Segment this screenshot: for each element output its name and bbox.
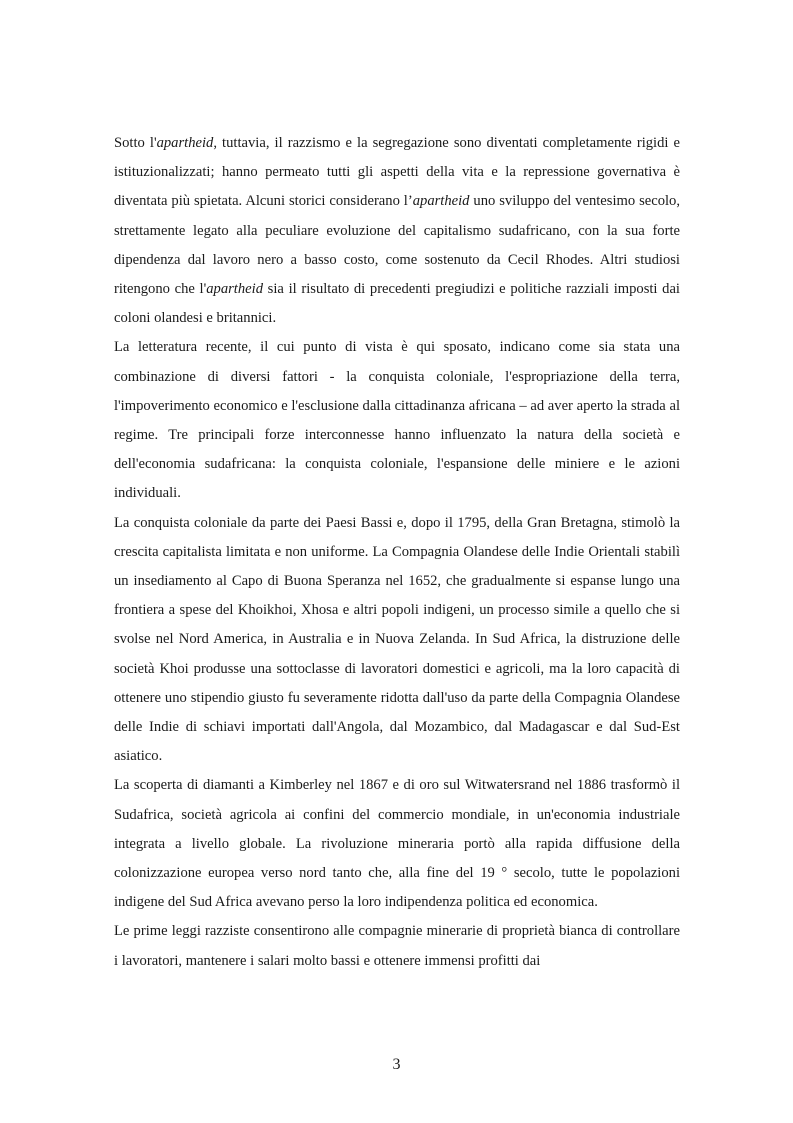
paragraph-2: La letteratura recente, il cui punto di vista è qui sposato, indicano come sia stata una combinazione di diversi fattori - la conquista coloniale, l'espropriazione della terra, l'impoverimento economico e l'esclusione dalla cittadinanza africana – ad aver aperto la strada al regime. Tre principali forze interconnesse hanno influenzato la natura della società e dell'economia sudafricana: la conquista coloniale, l'espansione delle miniere e le azioni individuali. xyxy=(114,339,680,502)
paragraph-1-italic-apartheid-b: apartheid xyxy=(412,193,470,210)
paragraph-1-text-b: , tuttavia, il razzismo e la segregazione sono diventati completamente rigidi e istituzionalizzati; hanno permeato tutti gli aspetti della vita e la repressione governativa è diventata più spietata. Alcuni storici considerano l’ xyxy=(114,135,681,210)
paragraph-1 xyxy=(114,129,680,333)
paragraph-4: La scoperta di diamanti a Kimberley nel 1867 e di oro sul Witwatersrand nel 1886 trasformò il Sudafrica, società agricola ai confini del commercio mondiale, in un'economia industriale integrata a livello globale. La rivoluzione mineraria portò alla rapida diffusione della colonizzazione europea verso nord tanto che, alla fine del 19 ° secolo, tutte le popolazioni indigene del Sud Africa avevano perso la loro indipendenza politica ed economica. xyxy=(114,777,680,911)
page-number: 3 xyxy=(392,1056,401,1073)
paragraph-1-text-c: uno sviluppo del ventesimo secolo, strettamente legato alla peculiare evoluzione del capitalismo sudafricano, con la sua forte dipendenza dal lavoro nero a basso costo, come sostenuto da Cecil Rhodes. Altri studiosi ritengono che l' xyxy=(114,193,681,298)
paragraph-1-italic-apartheid-c: apartheid xyxy=(206,281,263,298)
paragraph-3: La conquista coloniale da parte dei Paesi Bassi e, dopo il 1795, della Gran Bretagna, stimolò la crescita capitalista limitata e non uniforme. La Compagnia Olandese delle Indie Orientali stabilì un insediamento al Capo di Buona Speranza nel 1652, che gradualmente si espanse lungo una frontiera a spese del Khoikhoi, Xhosa e altri popoli indigeni, un processo simile a quello che si svolse nel Nord America, in Australia e in Nuova Zelanda. In Sud Africa, la distruzione delle società Khoi produsse una sottoclasse di lavoratori domestici e agricoli, ma la loro capacità di ottenere uno stipendio giusto fu severamente ridotta dall'uso da parte della Compagnia Olandese delle Indie di schiavi importati dall'Angola, dal Mozambico, dal Madagascar e dal Sud-Est asiatico. xyxy=(114,514,680,765)
paragraph-1-text-d: sia il risultato di precedenti pregiudizi e politiche razziali imposti dai coloni olandesi e britannici. xyxy=(114,281,680,327)
paragraph-5: Le prime leggi razziste consentirono alle compagnie minerarie di proprietà bianca di controllare i lavoratori, mantenere i salari molto bassi e ottenere immensi profitti dai xyxy=(114,923,680,969)
paragraph-1-italic-apartheid-a: apartheid xyxy=(156,135,214,151)
paragraph-1-text-a: Sotto l' xyxy=(114,135,157,151)
body-text xyxy=(114,129,680,976)
